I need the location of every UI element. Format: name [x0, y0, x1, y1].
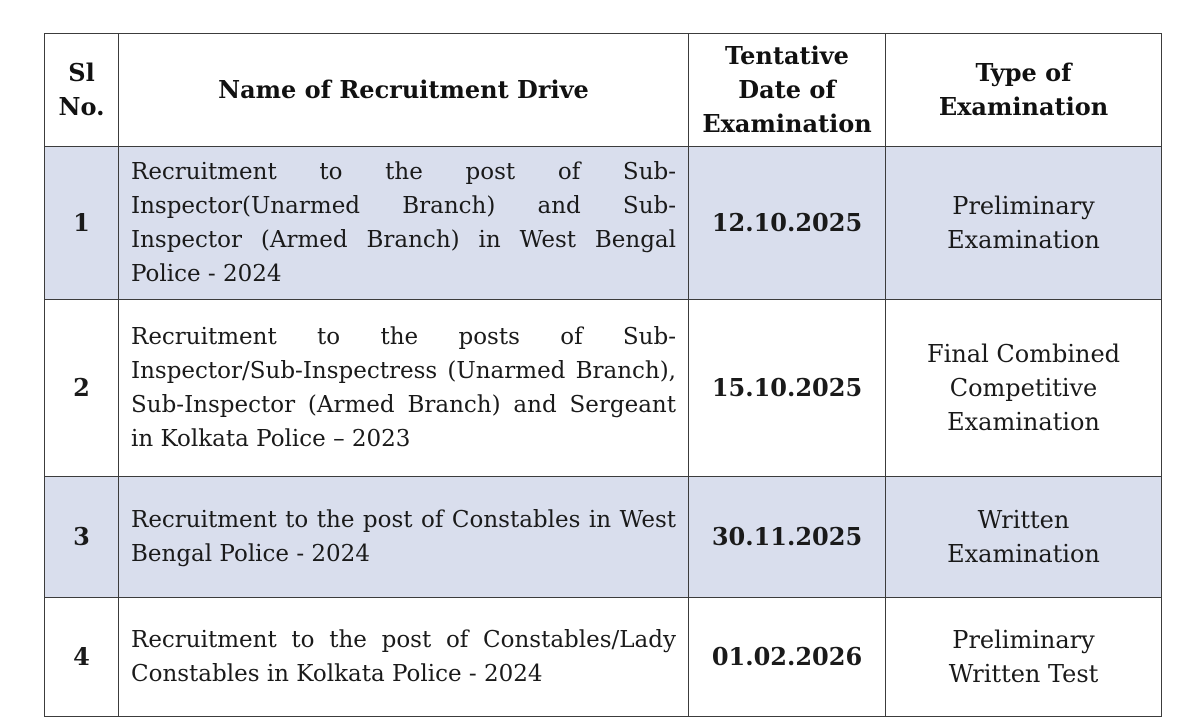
row-recruitment-drive: Recruitment to the post of Sub-Inspector(Unarmed Branch) and Sub-Inspector (Armed Branch) in West Bengal Police - 2024	[119, 147, 689, 300]
row-exam-date: 12.10.2025	[689, 147, 886, 300]
row-exam-type-label: Final Combined Competitive Examination	[926, 340, 1121, 436]
row-sl-no: 1	[45, 147, 119, 300]
recruitment-schedule-table	[44, 33, 1162, 717]
header-type-label: Type of Examination	[938, 58, 1109, 121]
row-exam-type-label: Preliminary Examination	[947, 192, 1100, 254]
row-exam-type	[886, 598, 1162, 717]
row-sl-no: 4	[45, 598, 119, 717]
row-exam-date: 15.10.2025	[689, 300, 886, 477]
table-row	[45, 147, 1162, 300]
row-exam-type-label: Written Examination	[947, 506, 1100, 568]
row-exam-type-label: Preliminary Written Test	[948, 626, 1099, 688]
header-row	[45, 34, 1162, 147]
row-recruitment-drive: Recruitment to the post of Constables/Lady Constables in Kolkata Police - 2024	[119, 598, 689, 717]
row-exam-date: 01.02.2026	[689, 598, 886, 717]
table-row	[45, 300, 1162, 477]
header-sl-no	[45, 34, 119, 147]
header-date	[689, 34, 886, 147]
table-row	[45, 598, 1162, 717]
table-header	[45, 34, 1162, 147]
header-type	[886, 34, 1162, 147]
header-name	[119, 34, 689, 147]
table-body	[45, 147, 1162, 717]
row-recruitment-drive: Recruitment to the post of Constables in West Bengal Police - 2024	[119, 477, 689, 598]
row-exam-type	[886, 147, 1162, 300]
row-exam-type	[886, 300, 1162, 477]
row-exam-date: 30.11.2025	[689, 477, 886, 598]
header-name-label: Name of Recruitment Drive	[218, 75, 589, 104]
row-sl-no: 3	[45, 477, 119, 598]
row-recruitment-drive: Recruitment to the posts of Sub-Inspector/Sub-Inspectress (Unarmed Branch), Sub-Inspector (Armed Branch) and Sergeant in Kolkata Police – 2023	[119, 300, 689, 477]
row-sl-no: 2	[45, 300, 119, 477]
header-date-label: Tentative Date of Examination	[702, 41, 872, 138]
header-sl-no-label: Sl No.	[58, 58, 105, 121]
table-row	[45, 477, 1162, 598]
row-exam-type	[886, 477, 1162, 598]
